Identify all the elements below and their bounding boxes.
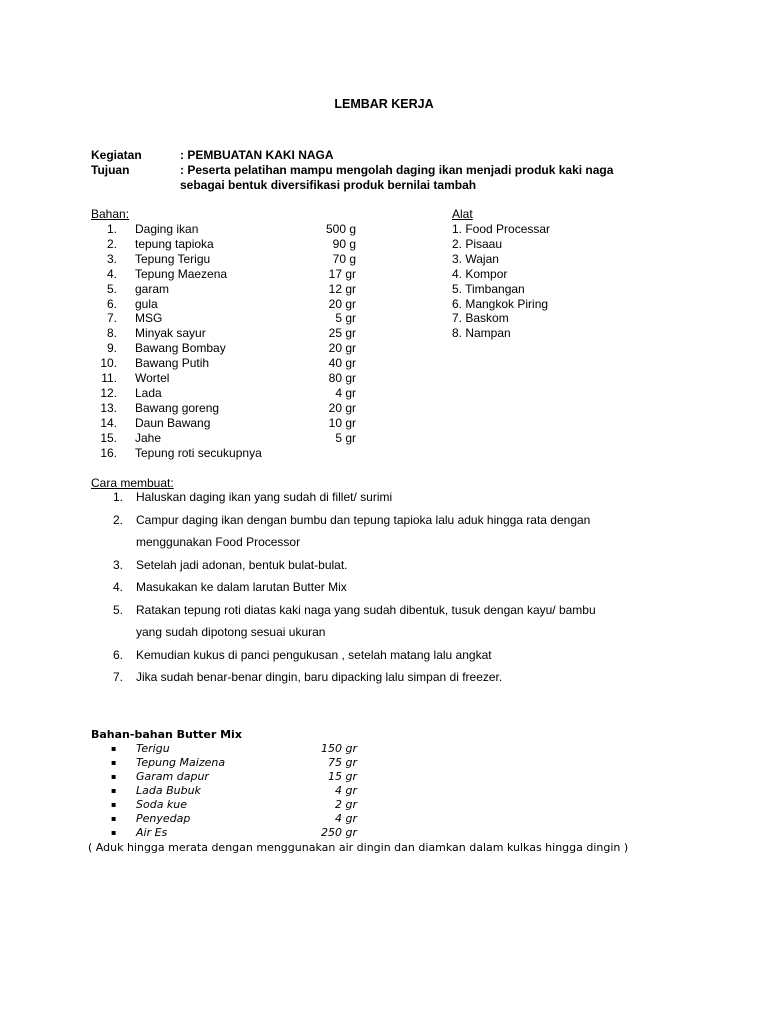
step-text: Ratakan tepung roti diatas kaki naga yang sudah dibentuk, tusuk dengan kayu/ bambu bbox=[136, 602, 596, 617]
bullet-icon: ▪ bbox=[111, 744, 117, 753]
bahan-item bbox=[91, 311, 356, 326]
bahan-item-qty: 25 gr bbox=[328, 326, 356, 341]
butter-mix-item-name: Terigu bbox=[136, 742, 170, 755]
cara-heading: Cara membuat: bbox=[91, 476, 174, 490]
butter-mix-note: ( Aduk hingga merata dengan menggunakan air dingin dan diamkan dalam kulkas hingga dingin ) bbox=[88, 841, 629, 854]
bahan-item bbox=[91, 282, 356, 297]
butter-mix-item-name: Air Es bbox=[136, 826, 168, 839]
bahan-item-name: gula bbox=[135, 296, 158, 311]
butter-mix-item bbox=[111, 770, 357, 784]
bahan-item-name: Bawang goreng bbox=[135, 400, 220, 415]
bahan-item bbox=[91, 341, 356, 356]
bahan-item-qty: 40 gr bbox=[328, 356, 356, 371]
bahan-item bbox=[91, 326, 356, 341]
butter-mix-item-qty: 4 gr bbox=[335, 812, 357, 825]
bahan-item-number: 5. bbox=[106, 281, 117, 296]
bahan-item bbox=[91, 371, 356, 386]
bahan-item-number: 1. bbox=[106, 222, 117, 236]
bahan-item-qty: 5 gr bbox=[335, 311, 356, 326]
alat-item: 4. Kompor bbox=[452, 266, 508, 281]
bahan-item-number: 8. bbox=[106, 326, 117, 341]
bahan-item-qty: 4 gr bbox=[335, 385, 356, 400]
bahan-item-number: 4. bbox=[106, 266, 117, 281]
bullet-icon: ▪ bbox=[111, 786, 117, 795]
butter-mix-item bbox=[111, 812, 357, 826]
bahan-item bbox=[91, 267, 356, 282]
bahan-item-name: Tepung Maezena bbox=[135, 266, 228, 281]
butter-mix-item-qty: 150 gr bbox=[321, 742, 357, 755]
bahan-item bbox=[91, 431, 356, 446]
alat-item: 8. Nampan bbox=[452, 326, 511, 341]
bahan-item-qty: 20 gr bbox=[328, 296, 356, 311]
bullet-icon: ▪ bbox=[111, 758, 117, 767]
bullet-icon: ▪ bbox=[111, 800, 117, 809]
alat-heading: Alat bbox=[452, 207, 473, 221]
alat-item: 5. Timbangan bbox=[452, 281, 525, 296]
butter-mix-item-qty: 4 gr bbox=[335, 784, 357, 797]
bahan-item-number: 12. bbox=[100, 385, 117, 400]
bahan-item-number: 13. bbox=[100, 400, 117, 415]
alat-item: 6. Mangkok Piring bbox=[452, 296, 549, 311]
bahan-item-name: Bawang Bombay bbox=[135, 341, 226, 356]
step-text: Setelah jadi adonan, bentuk bulat-bulat. bbox=[136, 557, 348, 572]
butter-mix-item-name: Penyedap bbox=[136, 812, 191, 825]
bahan-item-number: 14. bbox=[100, 415, 117, 430]
bahan-item-qty: 20 gr bbox=[328, 341, 356, 356]
bahan-item-name: garam bbox=[135, 281, 170, 296]
kegiatan-label: Kegiatan bbox=[91, 148, 142, 162]
step-text: Haluskan daging ikan yang sudah di fillet/ surimi bbox=[136, 490, 393, 504]
step-number: 6. bbox=[113, 647, 124, 662]
butter-mix-item bbox=[111, 826, 357, 840]
tujuan-line-1: : Peserta pelatihan mampu mengolah daging ikan menjadi produk kaki naga bbox=[180, 163, 614, 177]
alat-item: 7. Baskom bbox=[452, 311, 509, 326]
step-number: 4. bbox=[113, 580, 124, 594]
butter-mix-item-name: Lada Bubuk bbox=[136, 784, 201, 797]
bullet-icon: ▪ bbox=[111, 828, 117, 837]
bahan-item-qty: 10 gr bbox=[328, 415, 356, 430]
bahan-item-qty: 20 gr bbox=[328, 400, 356, 415]
butter-mix-item-qty: 250 gr bbox=[321, 826, 357, 839]
butter-mix-item bbox=[111, 784, 357, 798]
butter-mix-item bbox=[111, 742, 357, 756]
butter-mix-item-qty: 2 gr bbox=[335, 798, 357, 811]
bahan-item-name: tepung tapioka bbox=[135, 236, 214, 251]
bahan-item bbox=[91, 297, 356, 312]
bahan-item-number: 7. bbox=[106, 311, 117, 326]
bahan-item-number: 11. bbox=[101, 371, 117, 385]
bahan-item bbox=[91, 401, 356, 416]
step-text: menggunakan Food Processor bbox=[136, 535, 301, 549]
bahan-item bbox=[91, 386, 356, 401]
bahan-item bbox=[91, 237, 356, 252]
bahan-item-qty: 17 gr bbox=[328, 266, 356, 281]
bahan-item-name: Wortel bbox=[135, 371, 170, 385]
bahan-item-qty: 80 gr bbox=[328, 371, 356, 385]
bahan-item-number: 16. bbox=[100, 445, 117, 460]
bahan-item bbox=[91, 446, 356, 461]
tujuan-label: Tujuan bbox=[91, 163, 130, 177]
bahan-item bbox=[91, 416, 356, 431]
step-text: Jika sudah benar-benar dingin, baru dipacking lalu simpan di freezer. bbox=[136, 670, 503, 684]
bahan-item-number: 2. bbox=[106, 236, 117, 251]
butter-mix-item-name: Soda kue bbox=[136, 798, 188, 811]
bahan-item-name: Daging ikan bbox=[135, 222, 199, 236]
butter-mix-item bbox=[111, 798, 357, 812]
bullet-icon: ▪ bbox=[111, 772, 117, 781]
bahan-item-qty: 90 g bbox=[332, 236, 356, 251]
step-number: 7. bbox=[113, 670, 124, 684]
butter-mix-item bbox=[111, 756, 357, 770]
bahan-item-name: Tepung roti secukupnya bbox=[135, 445, 262, 460]
bahan-item bbox=[91, 356, 356, 371]
step-text: Campur daging ikan dengan bumbu dan tepung tapioka lalu aduk hingga rata dengan bbox=[136, 512, 591, 527]
alat-item: 3. Wajan bbox=[452, 251, 499, 266]
bahan-item-qty: 12 gr bbox=[328, 281, 356, 296]
butter-mix-item-qty: 75 gr bbox=[328, 756, 357, 769]
step-text: Kemudian kukus di panci pengukusan , setelah matang lalu angkat bbox=[136, 647, 492, 662]
butter-mix-heading: Bahan-bahan Butter Mix bbox=[91, 728, 242, 741]
butter-mix-item-name: Garam dapur bbox=[136, 770, 209, 783]
bahan-heading: Bahan: bbox=[91, 207, 130, 221]
step-number: 5. bbox=[113, 602, 124, 617]
step-number: 3. bbox=[113, 557, 124, 572]
bahan-item-number: 10. bbox=[100, 356, 117, 371]
butter-mix-item-qty: 15 gr bbox=[328, 770, 357, 783]
butter-mix-item-name: Tepung Maizena bbox=[136, 756, 226, 769]
kegiatan-value: : PEMBUATAN KAKI NAGA bbox=[180, 148, 334, 162]
bahan-item bbox=[91, 222, 356, 237]
bahan-item-name: Daun Bawang bbox=[135, 415, 211, 430]
alat-item: 2. Pisaau bbox=[452, 236, 503, 251]
step-number: 2. bbox=[113, 512, 124, 527]
bahan-item-name: Tepung Terigu bbox=[135, 251, 211, 266]
bahan-item-qty: 5 gr bbox=[335, 430, 356, 445]
bahan-item-number: 6. bbox=[106, 296, 117, 311]
tujuan-line-2: sebagai bentuk diversifikasi produk bernilai tambah bbox=[180, 178, 477, 192]
bahan-item-name: MSG bbox=[135, 311, 163, 326]
bahan-item-name: Lada bbox=[135, 385, 162, 400]
bahan-item-number: 3. bbox=[106, 251, 117, 266]
bahan-item-number: 15. bbox=[100, 430, 117, 445]
page-title: LEMBAR KERJA bbox=[334, 97, 434, 111]
step-number: 1. bbox=[113, 490, 124, 504]
step-text: Masukakan ke dalam larutan Butter Mix bbox=[136, 580, 347, 594]
bullet-icon: ▪ bbox=[111, 814, 117, 823]
bahan-item-qty: 500 g bbox=[325, 222, 356, 236]
step-text: yang sudah dipotong sesuai ukuran bbox=[136, 625, 326, 639]
bahan-item-qty: 70 g bbox=[332, 251, 356, 266]
bahan-item bbox=[91, 252, 356, 267]
bahan-item-name: Bawang Putih bbox=[135, 356, 210, 371]
bahan-item-number: 9. bbox=[106, 341, 117, 356]
bahan-item-name: Minyak sayur bbox=[135, 326, 206, 341]
alat-item: 1. Food Processar bbox=[452, 222, 551, 236]
bahan-item-name: Jahe bbox=[135, 430, 162, 445]
